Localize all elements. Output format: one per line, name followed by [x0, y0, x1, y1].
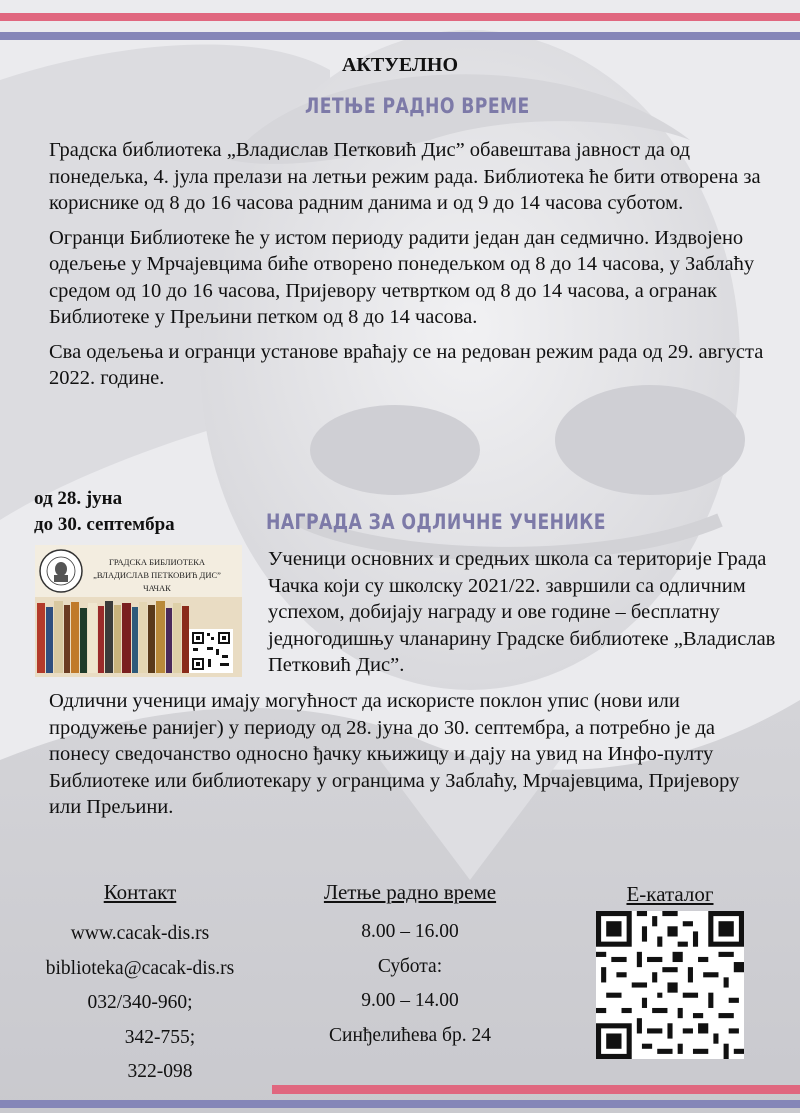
top-stripe-purple	[0, 32, 800, 40]
top-stripe-pink	[0, 13, 800, 21]
contact-phone: 342-755;	[124, 1026, 196, 1048]
library-promo-image	[35, 545, 242, 677]
image-caption-line2: „ВЛАДИСЛАВ ПЕТКОВИЋ ДИС”	[93, 570, 221, 580]
contact-email[interactable]: biblioteka@cacak-dis.rs	[45, 957, 235, 979]
paragraph: Градска библиотека „Владислав Петковић Дис” обавештава јавност да од понедељка, 4. јула прелази на летњи режим рада. Библиотека ће бити отворена за кориснике од 8 до 16 часова радним данима и од 9 до 14 часова суботом.	[49, 139, 761, 214]
image-caption-line1: ГРАДСКА БИБЛИОТЕКА	[108, 557, 206, 567]
section-title-summer-hours: ЛЕТЊЕ РАДНО ВРЕМЕ	[305, 94, 530, 118]
image-caption-line3: ЧАЧАК	[143, 583, 171, 593]
contact-website[interactable]: www.cacak-dis.rs	[70, 923, 210, 944]
books-icon	[37, 601, 189, 673]
paragraph: Огранци Библиотеке ће у истом периоду радити један дан седмично. Издвојено одељење у Мрчајевцима биће отворено понедељком од 8 до 14 часова, у Заблаћу средом од 10 до 16 часова, Пријевору четвртком од 8 до 14 часова, а огранак Библиотеке у Прељини петком од 8 до 14 часова.	[49, 226, 755, 328]
section-title-award: НАГРАДА ЗА ОДЛИЧНЕ УЧЕНИКЕ	[266, 510, 606, 534]
hours-weekdays: 8.00 – 16.00	[361, 921, 459, 942]
award-text-full	[49, 688, 774, 829]
hours-saturday: 9.00 – 14.00	[361, 990, 459, 1011]
award-date-range	[34, 486, 175, 538]
library-seal-icon	[40, 550, 82, 592]
paragraph: Сва одељења и огранци установе враћају се на редован режим рада од 29. августа 2022. године.	[49, 340, 764, 389]
paragraph: Одлични ученици имају могућност да искористе поклон упис (нови или продужење ранијег) у периоду од 28. јуна до 30. септембра, а потребно је да понесу сведочанство односно ђачку књижицу и дају на увид на Инфо-пулту Библиотеке или библиотекару у огранцима у Заблаћу, Мрчајевцима, Пријевору или Прељини.	[49, 690, 740, 818]
contact-list	[10, 917, 270, 1090]
summer-hours-text	[49, 137, 774, 400]
page-title: АКТУЕЛНО	[341, 54, 459, 76]
date-start: од 28. јуна	[34, 488, 123, 509]
catalog-heading: E-каталог	[626, 882, 714, 906]
bookshelf-illustration	[35, 545, 242, 677]
contact-phone: 032/340-960;	[87, 992, 193, 1013]
award-text-right	[268, 546, 778, 687]
date-end: до 30. септембра	[34, 514, 175, 535]
hours-saturday-label: Субота:	[377, 955, 443, 977]
paragraph: Ученици основних и средњих школа са територије Града Чачка који су школску 2021/22. завршили са одличним успехом, добијају награду и ове године – бесплатну једногодишњу чланарину Градске библиотеке „Владислав Петковић Дис”.	[268, 548, 776, 676]
hours-heading: Летње радно време	[323, 880, 497, 904]
library-address: Синђелићева бр. 24	[329, 1024, 491, 1046]
qr-code-icon[interactable]	[596, 910, 744, 1060]
contact-phone: 322-098	[127, 1061, 193, 1082]
hours-list	[290, 915, 530, 1053]
bottom-stripe-purple	[0, 1100, 800, 1108]
qr-code-icon	[189, 629, 233, 673]
contact-heading: Контакт	[103, 880, 177, 904]
bottom-stripe-pink	[272, 1085, 800, 1094]
